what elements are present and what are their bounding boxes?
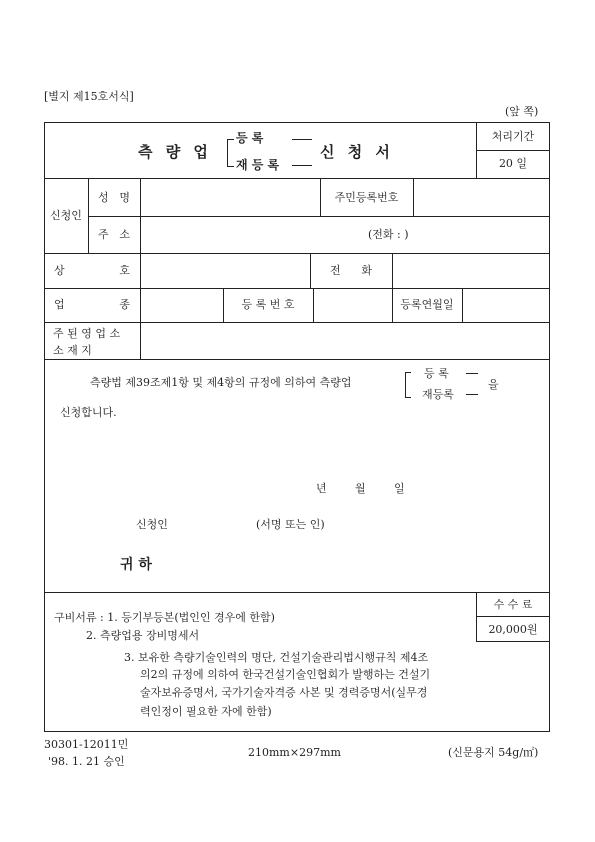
body-bracket [405,372,411,398]
paper-size: 210mm×297mm [248,746,341,759]
body-sentence-part2: 신청합니다. [60,406,117,419]
reg-number-label: 등 록 번 호 [241,298,295,311]
rrn-label: 주민등록번호 [334,191,399,204]
form-number: [별지 제15호서식] [44,90,134,103]
documents-item3-line3: 술자보유증명서, 국가기술자격증 사본 및 경력증명서(실무경 [140,686,428,699]
processing-value: 20 일 [498,157,528,170]
documents-item3-line1: 3. 보유한 측량기술인력의 명단, 건설기술관리법시행규칙 제4조 [124,651,429,664]
body-option-register: 등 록 [424,367,449,380]
documents-item3-line4: 력인정이 필요한 자에 한함) [140,705,272,718]
processing-label: 처리기간 [491,130,535,143]
fee-label: 수 수 료 [493,598,533,611]
body-option-reregister: 재등록 [422,388,454,401]
footer-code-line1: 30301-12011민 [44,738,129,751]
business-type-label: 업 종 [54,298,130,311]
recipient: 귀 하 [120,557,152,573]
phone-label: 전 화 [330,264,372,277]
title-option-reregister: 재 등 록 [236,158,280,172]
phone-hint: (전화 : ) [368,228,409,241]
office-label-line1: 주 된 영 업 소 [53,327,121,340]
name-label: 성 명 [98,191,130,204]
trade-name-label: 상 호 [54,264,130,277]
date-year: 년 [316,482,327,495]
applicant-sign-label: 신청인 [136,518,168,531]
reg-date-label: 등록연월일 [400,298,454,311]
paper-spec: (신문용지 54g/㎡) [448,746,539,759]
office-label-line2: 소 재 지 [53,344,92,357]
signature-hint: (서명 또는 인) [256,518,325,531]
date-month: 월 [355,482,366,495]
body-particle: 을 [488,378,499,391]
title-right: 신 청 서 [320,143,394,161]
applicant-group-label: 신청인 [50,209,82,222]
documents-item3-line2: 의2의 규정에 의하여 한국건설기술인협회가 발행하는 건설기 [140,668,431,681]
title-option-register: 등 록 [236,131,264,145]
title-bracket [227,139,234,167]
documents-item2: 2. 측량업용 장비명세서 [86,629,200,642]
side-label: (앞 쪽) [505,105,539,118]
address-label: 주 소 [98,228,130,241]
date-day: 일 [394,482,405,495]
title-left: 측 량 업 [138,143,212,161]
fee-value: 20,000원 [488,623,538,636]
footer-code-line2: '98. 1. 21 승인 [48,755,125,768]
body-sentence-part1: 측량법 제39조제1항 및 제4항의 규정에 의하여 측량업 [90,376,352,389]
documents-label: 구비서류 : 1. 등기부등본(법인인 경우에 한함) [54,611,275,624]
